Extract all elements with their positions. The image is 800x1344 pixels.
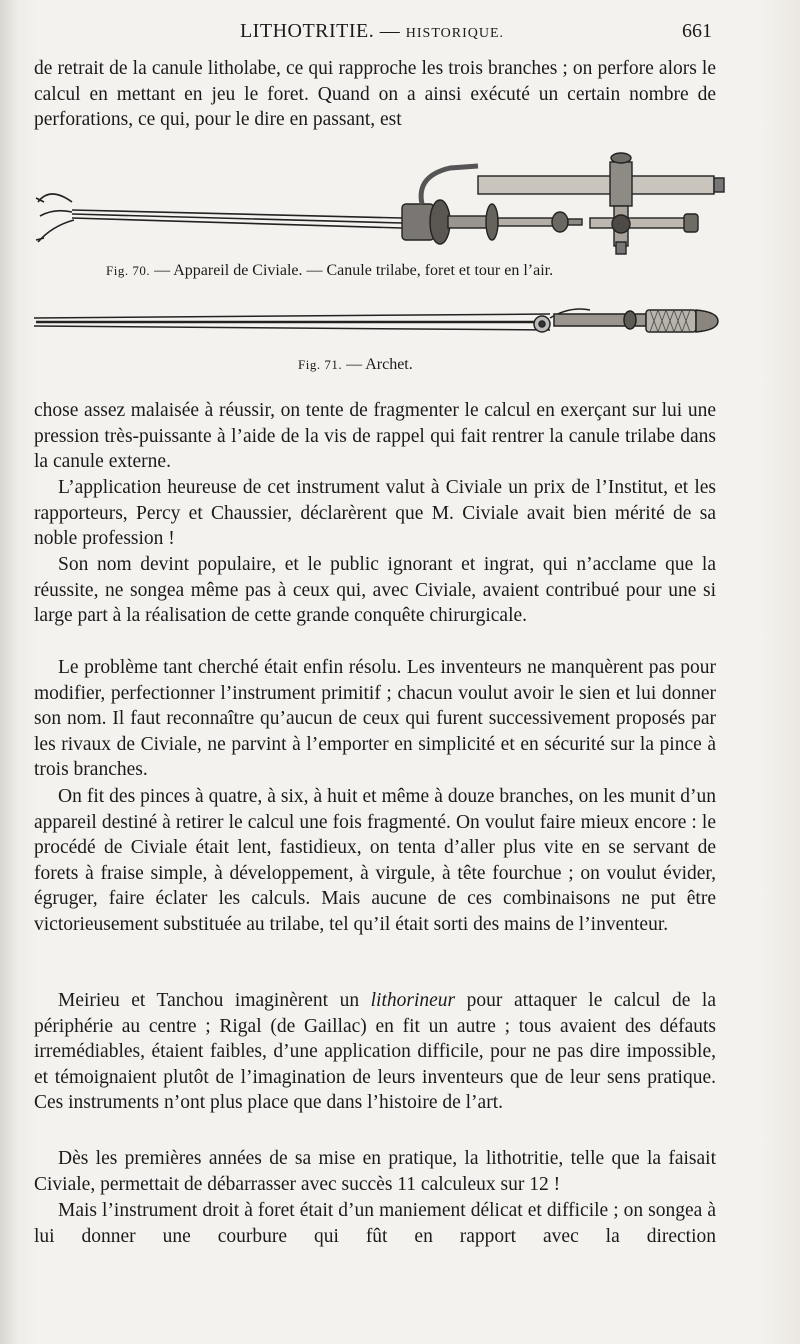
paragraph-6: On fit des pinces à quatre, à six, à huit et même à douze branches, on les munit d’un appareil destiné à retirer le calcul une fois fragmenté. On voulut faire mieux encore : le procédé de Civiale était lent, fastidieux, on tenta d’aller plus vite en se servant de forets à fraise simple, à développement, à virgule, à tête fourchue ; on voulut évider, égruger, faire éclater les calculs. Mais aucune de ces combinaisons ne put être victorieusement substituée au trilabe, tel qu’il était sorti des mains de l’inventeur.: [34, 786, 716, 935]
paragraph-7: [34, 988, 716, 1116]
paragraph-7-italic: lithorineur: [370, 990, 456, 1011]
running-header: [32, 20, 712, 48]
figure-70-illustration: [30, 146, 730, 258]
paragraph-9: Mais l’instrument droit à foret était d’un maniement délicat et difficile ; on songea à lui donner une courbure qui fût en rapport avec la direction: [34, 1200, 716, 1247]
header-title: [32, 20, 712, 43]
paragraph-8: Dès les premières années de sa mise en pratique, la lithotritie, telle que la faisait Civiale, permettait de débarrasser avec succès 11 calculeux sur 12 !: [34, 1148, 716, 1195]
paragraph-4: Son nom devint populaire, et le public ignorant et ingrat, qui n’acclame que la réussite, ne songea même pas à ceux qui, avec Civiale, avaient contribué pour une si large part à la réalisation de cette grande conquête chirurgicale.: [34, 554, 716, 627]
page-number: 661: [682, 20, 712, 42]
paragraph-7-part-b: pour attaquer le calcul de la périphérie au centre ; Rigal (de Gaillac) en fit un autre ; tous avaient des défauts irremédiables, étaient faibles, d’une application difficile, pour ne pas dire impossible, et témoignaient plutôt de l’imagination de leurs inventeurs que de leur sens pratique. Ces instruments n’ont plus place que dans l’histoire de l’art.: [34, 990, 716, 1114]
figure-71-caption: [298, 356, 413, 374]
paragraph-7-part-a: Meirieu et Tanchou imaginèrent un: [58, 990, 371, 1011]
figure-70-caption: [106, 262, 553, 280]
figure-71-label: Fig. 71.: [298, 357, 343, 372]
paragraph-3: L’application heureuse de cet instrument valut à Civiale un prix de l’Institut, et les rapporteurs, Percy et Chaussier, déclarèrent que M. Civiale avait bien mérité de sa noble profession !: [34, 477, 716, 550]
paragraph-5: Le problème tant cherché était enfin résolu. Les inventeurs ne manquèrent pas pour modifier, perfectionner l’instrument primitif ; chacun voulut avoir le sien et lui donner son nom. Il faut reconnaître qu’aucun de ceux qui furent successivement proposés par les rivaux de Civiale, ne parvint à l’emporter en simplicité et en sécurité sur la pince à trois branches.: [34, 657, 716, 781]
figure-71-caption-text: — Archet.: [346, 356, 413, 373]
figure-71-illustration: [30, 296, 730, 346]
header-title-main: LITHOTRITIE.: [239, 20, 375, 42]
paragraph-1: de retrait de la canule litholabe, ce qui rapproche les trois branches ; on perfore alors le calcul en mettant en jeu le foret. Quand on a ainsi exécuté un certain nombre de perforations, ce qui, pour le dire en passant, est: [34, 58, 716, 131]
header-subtitle: HISTORIQUE.: [405, 26, 505, 41]
figure-70-caption-text: — Appareil de Civiale. — Canule trilabe, foret et tour en l’air.: [154, 262, 554, 279]
figure-70-label: Fig. 70.: [106, 263, 151, 278]
header-dash: —: [379, 20, 401, 42]
paragraph-2: chose assez malaisée à réussir, on tente de fragmenter le calcul en exerçant sur lui une pression très-puissante à l’aide de la vis de rappel qui fait rentrer la canule trilabe dans la canule externe.: [34, 400, 716, 473]
